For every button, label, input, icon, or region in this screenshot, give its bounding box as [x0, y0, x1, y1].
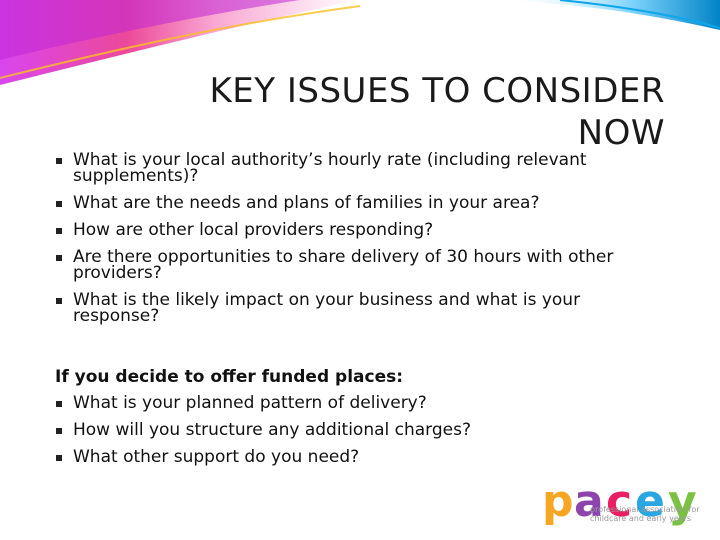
slide-body	[55, 152, 645, 476]
list-item: How are other local providers responding?	[55, 222, 645, 238]
list-item: What is the likely impact on your business and what is your response?	[55, 292, 645, 324]
list-item: How will you structure any additional charges?	[55, 422, 645, 438]
slide-title	[105, 70, 665, 154]
logo-letter-p: p	[542, 478, 574, 527]
funded-places-list	[55, 395, 645, 465]
list-item: What is your planned pattern of delivery?	[55, 395, 645, 411]
list-item: What are the needs and plans of families in your area?	[55, 195, 645, 211]
logo-letter-c: c	[606, 478, 633, 527]
list-item: What is your local authority’s hourly rate (including relevant supplements)?	[55, 152, 645, 184]
logo-letter-e: e	[635, 478, 665, 527]
title-line-2: NOW	[577, 113, 665, 153]
list-item: Are there opportunities to share delivery of 30 hours with other providers?	[55, 249, 645, 281]
logo-letter-y: y	[668, 478, 697, 527]
logo-letter-a: a	[574, 478, 604, 527]
funded-places-heading: If you decide to offer funded places:	[55, 367, 404, 387]
list-item: What other support do you need?	[55, 449, 645, 465]
logo-tagline: professional association for childcare and early years	[590, 505, 700, 523]
key-issues-list	[55, 152, 645, 324]
title-line-1: KEY ISSUES TO CONSIDER	[209, 71, 665, 111]
